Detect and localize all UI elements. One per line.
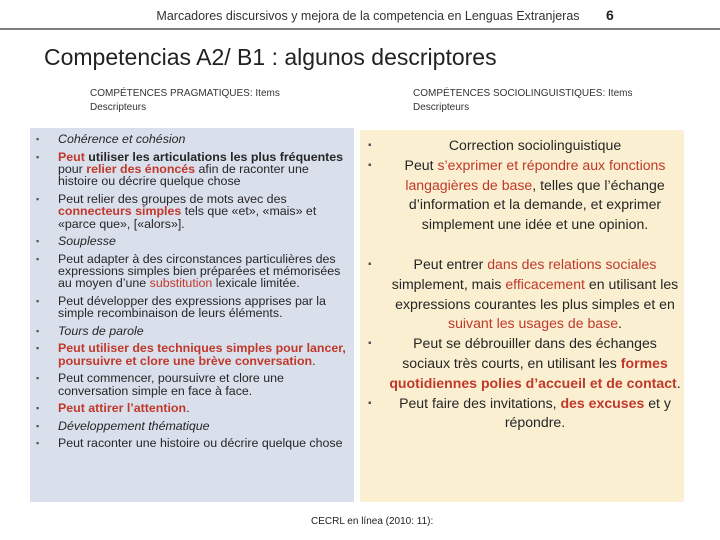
- section-label: Cohérence et cohésion: [58, 132, 186, 146]
- bullet-icon: ▪: [36, 295, 40, 306]
- item-highlight: Peut utiliser des techniques simples pour lancer, poursuivre et clore une brève conversation: [58, 341, 346, 368]
- right-column-heading: COMPÉTENCES SOCIOLINGUISTIQUES: Items Descripteurs: [413, 88, 633, 113]
- item-text: Peut développer des expressions apprises par la simple recombinaison de leurs éléments.: [58, 293, 326, 321]
- section-label: Tours de parole: [58, 323, 144, 338]
- item-text: .: [618, 315, 622, 332]
- list-item: [366, 156, 682, 235]
- list-item: [366, 255, 682, 334]
- pragmatic-competences-panel: [30, 128, 354, 502]
- item-text: simplement, mais: [391, 275, 506, 292]
- bullet-icon: ▪: [36, 151, 40, 162]
- item-bold: utiliser les articulations les plus fréquentes: [84, 149, 344, 164]
- item-highlight: des excuses: [560, 394, 645, 411]
- list-item: [36, 151, 348, 188]
- bullet-icon: ▪: [36, 325, 40, 336]
- list-item: [366, 334, 682, 393]
- item-text: Correction sociolinguistique: [448, 137, 622, 153]
- list-item: [36, 342, 348, 367]
- list-item: [36, 420, 348, 432]
- item-text: et y répondre.: [504, 394, 671, 431]
- list-item: [36, 325, 348, 337]
- item-highlight: formes quotidiennes polies d’accueil et de contact: [389, 354, 677, 391]
- bullet-icon: ▪: [36, 236, 40, 247]
- source-citation: CECRL en línea (2010: 11):: [311, 516, 434, 527]
- list-item: [36, 253, 348, 290]
- section-label: Souplesse: [58, 234, 116, 249]
- bullet-icon: ▪: [368, 140, 372, 151]
- list-item: [36, 437, 348, 449]
- list-item: [366, 136, 682, 156]
- item-text: Peut: [404, 156, 438, 173]
- left-column-heading: COMPÉTENCES PRAGMATIQUES: Items Descripteurs: [90, 88, 280, 113]
- bullet-icon: ▪: [368, 397, 372, 409]
- item-highlight: dans des relations sociales: [487, 255, 657, 272]
- list-item: [36, 235, 348, 247]
- page-number: 6: [606, 7, 614, 23]
- bullet-icon: ▪: [36, 438, 40, 449]
- slide-header-bar: [0, 0, 720, 30]
- bullet-icon: ▪: [36, 193, 40, 204]
- item-text: Peut adapter à des circonstances particulières des expressions simples bien préparées et mémorisées au moyen d’une: [58, 251, 341, 291]
- header-divider: [0, 28, 720, 30]
- bullet-icon: ▪: [36, 403, 40, 414]
- slide-header-text: Marcadores discursivos y mejora de la competencia en Lenguas Extranjeras: [156, 9, 580, 23]
- item-text: afin de raconter une histoire ou décrire quelque chose: [58, 161, 309, 189]
- pragmatic-list: [36, 133, 348, 455]
- bullet-icon: ▪: [368, 258, 372, 270]
- item-text: .: [312, 353, 316, 368]
- bullet-icon: ▪: [36, 343, 40, 354]
- item-text: .: [676, 374, 681, 391]
- bullet-icon: ▪: [36, 373, 40, 384]
- item-text: .: [186, 401, 190, 416]
- bullet-icon: ▪: [36, 134, 40, 144]
- item-text: Peut faire des invitations,: [399, 394, 561, 411]
- item-text: en utilisant les expressions courantes les plus simples et en: [395, 275, 679, 312]
- list-item: [366, 394, 682, 434]
- item-text: Peut commencer, poursuivre et clore une conversation simple en face à face.: [58, 371, 284, 398]
- list-item: [36, 402, 348, 414]
- list-item: [36, 193, 348, 230]
- item-highlight: s’exprimer et répondre aux fonctions langagières de base: [405, 156, 666, 193]
- item-highlight: Peut: [58, 149, 85, 164]
- list-item: [36, 372, 348, 397]
- list-item: [36, 133, 348, 145]
- item-text: Peut raconter une histoire ou décrire quelque chose: [58, 436, 343, 451]
- item-text: , telles que l’échange d’information et la demande, et exprimer simplement une idée et une opinion.: [408, 176, 665, 233]
- list-item: [36, 295, 348, 320]
- bullet-icon: ▪: [368, 159, 372, 171]
- item-text: lexicale limitée.: [212, 276, 300, 291]
- item-text: Peut entrer: [413, 255, 488, 272]
- item-highlight: efficacement: [505, 275, 585, 292]
- item-text: Peut se débrouiller dans des échanges sociaux très courts, en utilisant les: [402, 335, 657, 371]
- slide-title: Competencias A2/ B1 : algunos descriptores: [44, 44, 497, 70]
- item-highlight: Peut attirer l’attention: [58, 401, 187, 416]
- item-highlight: substitution: [149, 276, 213, 291]
- item-highlight: relier des énoncés: [86, 161, 196, 176]
- bullet-icon: ▪: [36, 253, 40, 264]
- sociolinguistic-competences-panel: [360, 130, 684, 502]
- sociolinguistic-list: [366, 136, 682, 433]
- item-text: Peut relier des groupes de mots avec des: [58, 191, 287, 206]
- section-label: Développement thématique: [58, 418, 210, 433]
- item-text: pour: [58, 161, 87, 176]
- item-highlight: suivant les usages de base: [448, 315, 619, 332]
- item-highlight: connecteurs simples: [58, 204, 182, 219]
- bullet-icon: ▪: [368, 338, 372, 350]
- bullet-icon: ▪: [36, 420, 40, 431]
- item-text: tels que «et», «mais» et «parce que», [«alors»].: [58, 204, 317, 231]
